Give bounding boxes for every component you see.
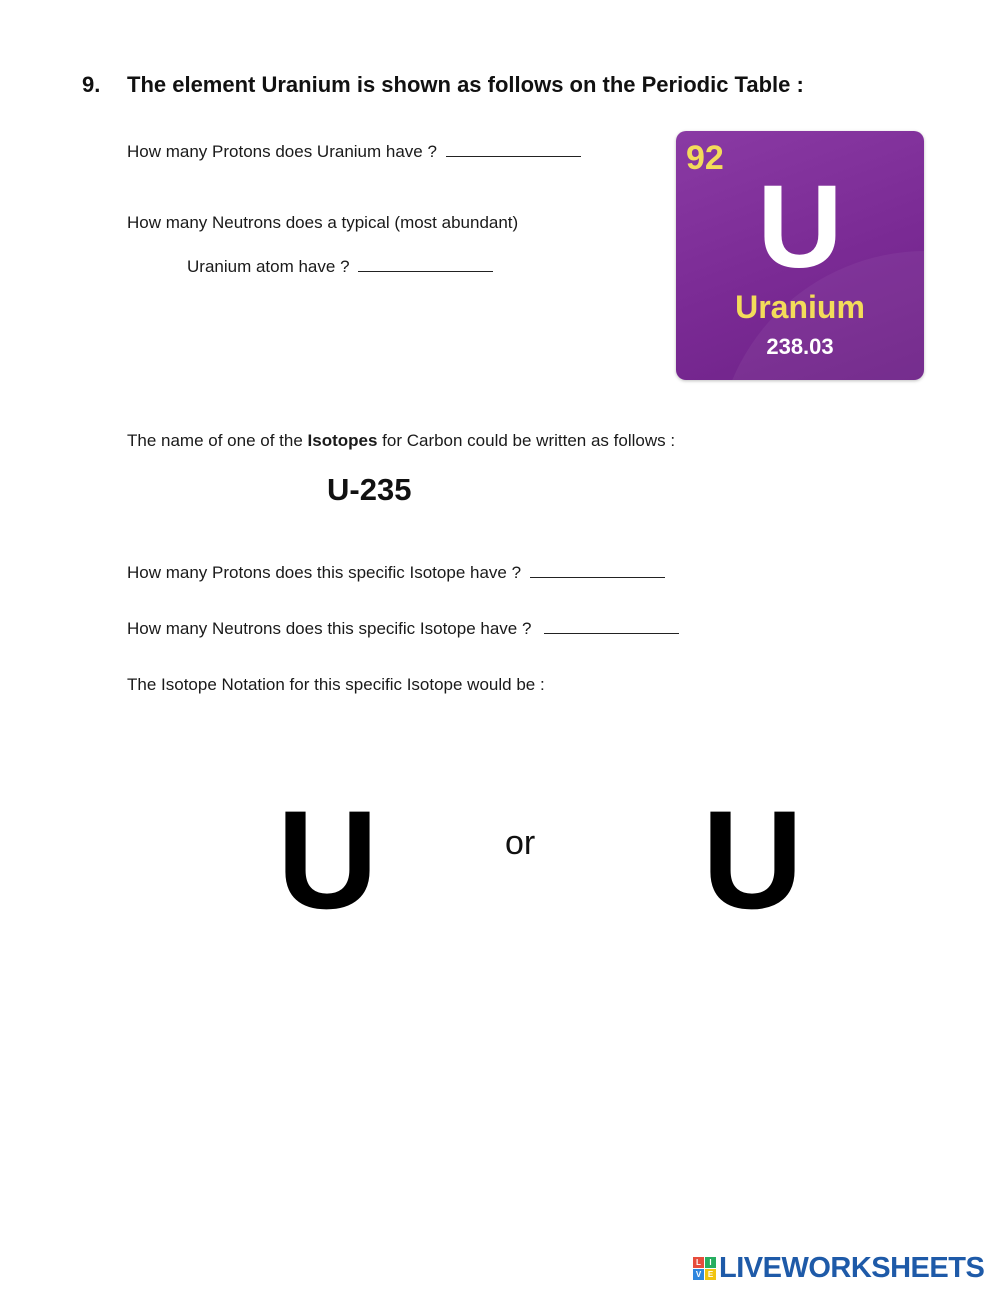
neutrons-question-line2 xyxy=(187,257,493,277)
logo-text: LIVEWORKSHEETS xyxy=(719,1252,985,1284)
isotope-protons-blank[interactable] xyxy=(530,576,665,578)
neutrons-question-line1: How many Neutrons does a typical (most abundant) xyxy=(127,213,519,232)
isotope-neutrons-blank[interactable] xyxy=(544,632,679,634)
logo-letter-v: V xyxy=(693,1269,704,1280)
notation-or: or xyxy=(505,824,536,862)
logo-letter-l: L xyxy=(693,1257,704,1268)
protons-question xyxy=(127,142,581,162)
isotope-intro-bold: Isotopes xyxy=(307,431,378,450)
isotope-protons-question xyxy=(127,563,665,583)
protons-answer-blank[interactable] xyxy=(446,155,581,157)
logo-icon xyxy=(693,1257,716,1280)
isotope-intro xyxy=(127,431,675,451)
question-heading xyxy=(82,72,804,98)
atomic-mass: 238.03 xyxy=(766,334,834,359)
atomic-number: 92 xyxy=(686,139,724,177)
logo-letter-i: I xyxy=(705,1257,716,1268)
isotope-intro-after: for Carbon could be written as follows : xyxy=(377,431,676,450)
element-name: Uranium xyxy=(735,289,865,325)
question-number: 9. xyxy=(82,72,101,97)
neutrons-question-text: Uranium atom have ? xyxy=(187,257,350,276)
question-title: The element Uranium is shown as follows on the Periodic Table : xyxy=(127,72,804,97)
isotope-neutrons-text: How many Neutrons does this specific Isotope have ? xyxy=(127,619,532,638)
neutrons-answer-blank[interactable] xyxy=(358,270,493,272)
isotope-neutrons-question xyxy=(127,619,679,639)
liveworksheets-logo xyxy=(693,1252,984,1285)
logo-letter-e: E xyxy=(705,1269,716,1280)
notation-symbol-right: U xyxy=(702,781,804,938)
protons-question-text: How many Protons does Uranium have ? xyxy=(127,142,437,161)
isotope-name: U-235 xyxy=(327,472,412,507)
notation-symbol-left: U xyxy=(277,781,379,938)
element-symbol: U xyxy=(757,161,843,293)
uranium-element-tile xyxy=(676,131,924,380)
isotope-notation-question: The Isotope Notation for this specific Isotope would be : xyxy=(127,675,545,694)
isotope-protons-text: How many Protons does this specific Isotope have ? xyxy=(127,563,522,582)
isotope-intro-before: The name of one of the xyxy=(127,431,308,450)
